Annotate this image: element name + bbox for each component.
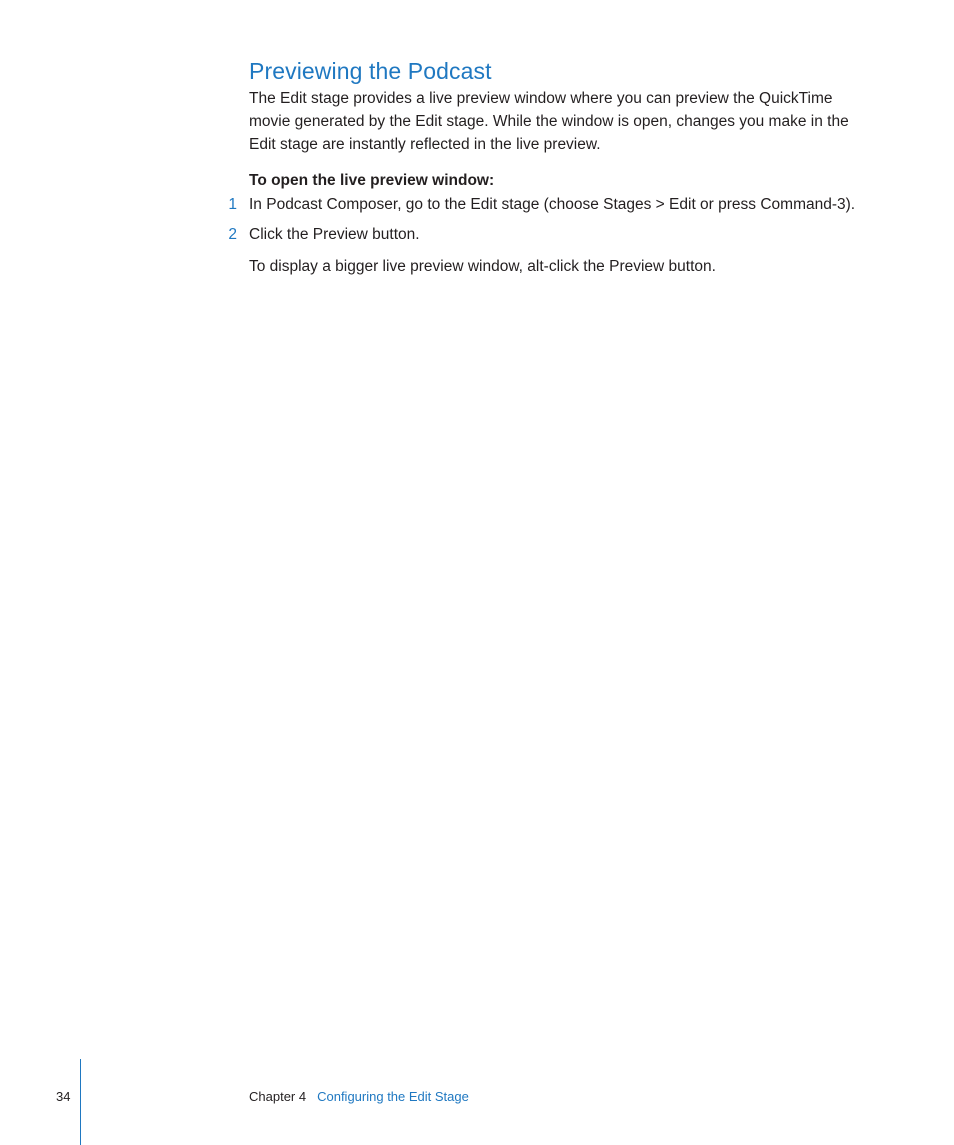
step-number: 2 xyxy=(228,226,237,243)
chapter-title-link[interactable]: Configuring the Edit Stage xyxy=(317,1089,469,1104)
step-1 xyxy=(0,195,954,215)
section-title: Previewing the Podcast xyxy=(249,58,492,84)
footer-divider xyxy=(80,1059,81,1145)
intro-paragraph: The Edit stage provides a live preview window where you can preview the QuickTime movie generated by the Edit stage. While the window is open, changes you make in the Edit stage are instantly reflected in the live preview. xyxy=(249,90,849,153)
step-text: In Podcast Composer, go to the Edit stage (choose Stages > Edit or press Command-3). xyxy=(249,196,856,213)
step-number: 1 xyxy=(228,196,237,213)
step-text: Click the Preview button. xyxy=(249,226,420,243)
step-note: To display a bigger live preview window, alt-click the Preview button. xyxy=(249,258,716,275)
step-2 xyxy=(0,225,954,245)
task-heading: To open the live preview window: xyxy=(249,172,495,189)
chapter-label: Chapter 4 xyxy=(249,1089,307,1104)
footer-chapter xyxy=(249,1089,469,1105)
page-number: 34 xyxy=(56,1089,71,1104)
